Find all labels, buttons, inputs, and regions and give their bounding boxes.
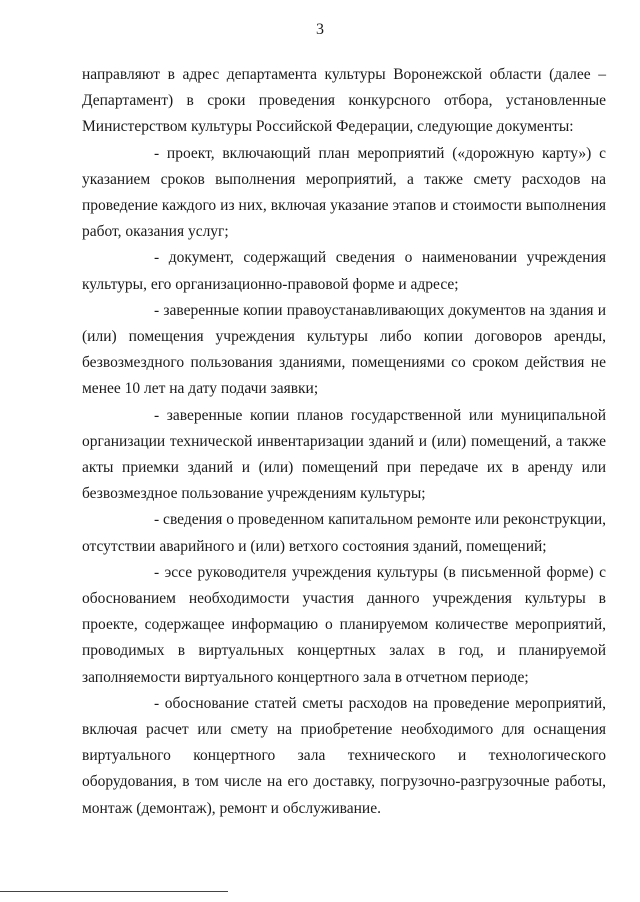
list-item-inventory-plans: - заверенные копии планов государственной или муниципальной организации технической инвентаризации зданий и (или) помещений, а также акты приемки зданий и (или) помещений при передаче их в аренду или безвозмездное пользование учреждениям культуры; — [82, 406, 606, 503]
list-item-repair-info: - сведения о проведенном капитальном ремонте или реконструкции, отсутствии аварийного и (или) ветхого состояния зданий, помещений; — [82, 511, 606, 555]
list-item-budget-justification: - обоснование статей сметы расходов на проведение мероприятий, включая расчет или смету на приобретение необходимого для оснащения виртуального концертного зала технического и технологического оборудования, в том числе на его доставку, погрузочно-разгрузочные работы, монтаж (демонтаж), ремонт и обслуживание. — [82, 694, 606, 817]
list-item-title-documents: - заверенные копии правоустанавливающих документов на здания и (или) помещения учреждения культуры либо копии договоров аренды, безвозмездного пользования зданиями, помещениями со сроком действия не менее 10 лет на дату подачи заявки; — [82, 301, 606, 398]
page-number: 3 — [316, 21, 324, 38]
list-item-institution-info: - документ, содержащий сведения о наименовании учреждения культуры, его организационно-правовой форме и адресе; — [82, 249, 606, 293]
footer-divider — [0, 891, 228, 892]
list-item-project-plan: - проект, включающий план мероприятий («дорожную карту») с указанием сроков выполнения мероприятий, а также смету расходов на проведение каждого из них, включая указание этапов и стоимости выполнения работ, оказания услуг; — [82, 144, 606, 241]
document-body — [82, 62, 606, 822]
list-item-director-essay: - эссе руководителя учреждения культуры (в письменной форме) с обоснованием необходимости участия данного учреждения культуры в проекте, содержащее информацию о планируемом количестве мероприятий, проводимых в виртуальных концертных залах в год, и планируемой заполняемости виртуального концертного зала в отчетном периоде; — [82, 563, 606, 686]
intro-paragraph: направляют в адрес департамента культуры Воронежской области (далее – Департамент) в сроки проведения конкурсного отбора, установленные Министерством культуры Российской Федерации, следующие документы: — [82, 66, 606, 136]
